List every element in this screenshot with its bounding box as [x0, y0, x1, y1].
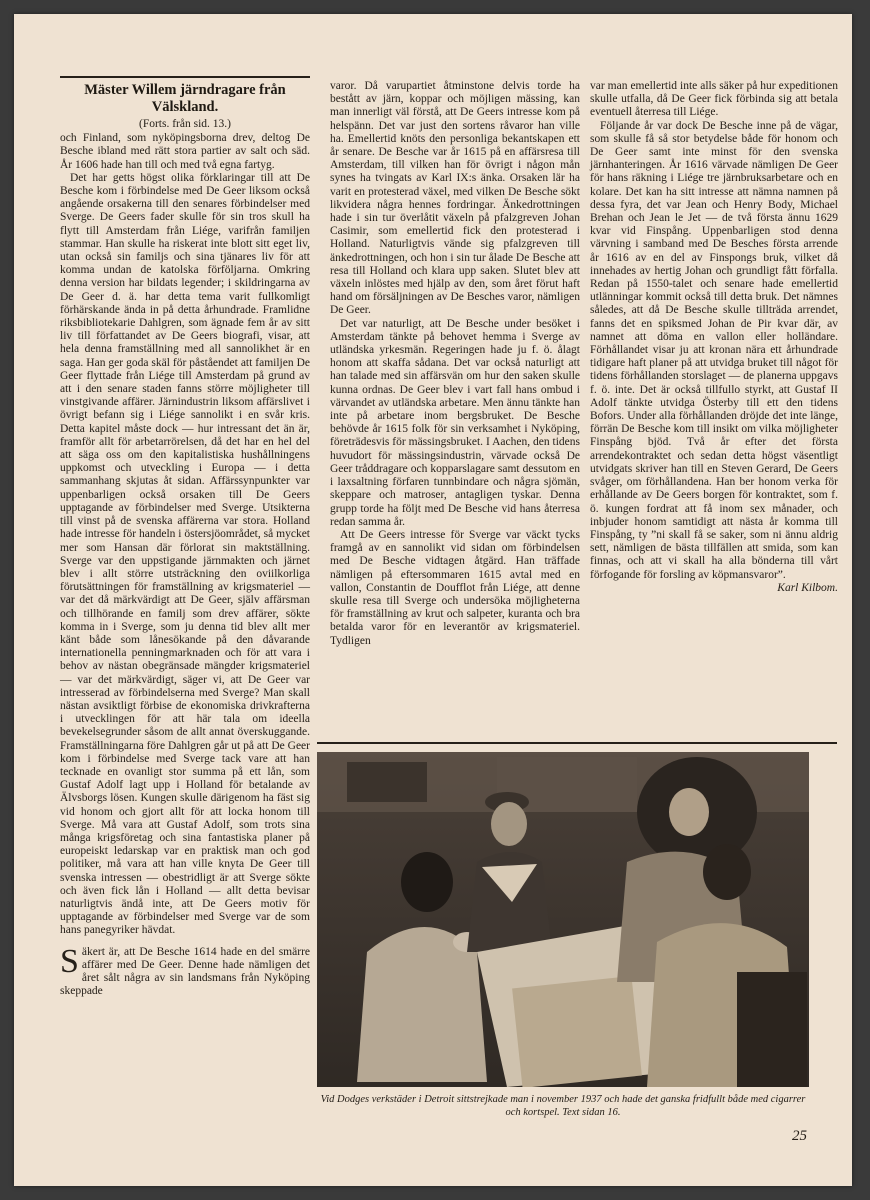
- paragraph: var man emellertid inte alls säker på hur expeditionen skulle utfalla, då De Geer fick förbinda sig att betala eventuell återresa till Liége.: [590, 80, 838, 119]
- article-column-1: [60, 82, 310, 998]
- paragraph: Det var naturligt, att De Besche under besöket i Amsterdam tänkte på behovet hemma i Sverge av utländska yrkesmän. Regeringen hade ju f. ö. ålagt honom att skaffa sådana. Det var också naturligt att han talade med sin affärsvän om hur den saken skulle kunna ordnas. De Geer blev i vart fall hans ombud i värvandet av utländska arbetare. Men ännu tänkte han inte på arbetare inom bergsbruket. De Besche behövde år 1615 folk för sin verksamhet i Nyköping, företrädesvis för mässingsbruket. I Aachen, den tidens huvudort för mässingsindustrin, värvade också De Geer tråddragare och kopparslagare samt dessutom en i laxsaltning förfaren tunnbindare och några sjömän, skeppare och matroser, antagligen tyskar. Denna grupp torde ha följt med De Besche vid hans återresa redan samma år.: [330, 317, 580, 528]
- article-column-2: [330, 80, 580, 648]
- paragraph: Följande år var dock De Besche inne på de vägar, som skulle få så stor betydelse både för honom och De Geer samt inte minst för den svenska järnhanteringen. År 1616 värvade nämligen De Geer för hans räkning i Liége tre järnbruksarbetare och en kolare. Det kan ha sitt intresse att nämna namnen på dessa fyra, det var Jean och Henry Body, Michael Brehan och Jean le Jet — de två första ännu 1629 kvar vid Finspång. Uppenbarligen stod denna värvning i samband med De Besches första arrende år 1616 av en del av Finspongs bruk, vilket då innehades av hertig Johan och grundligt fått förfalla. Redan på 1550-talet och senare hade emellertid utlänningar kommit också till detta bruk. Det nämnes således, att då De Besche skulle tillträda arrendet, fanns det en spiksmed Johan de Pir kvar där, av namnet att döma en vallon eller holländare. Förhållandet visar ju att kronan nära ett århundrade tidigare haft planer på att utvidga bruket till något för tidens förhållanden storslaget — de planerna uppgavs f. ö. inte. Det är också tillfullo styrkt, att Gustaf II Adolf tänkte utvidga Österby till ett den tidens Bofors. Under alla förhållanden dröjde det inte länge, förrän De Besche kom till insikt om vilka möjligheter Finspång bjöd. Två år efter det första arrendekontraktet och sedan detta högst väsentligt utvidgats skriver han till en Steven Gerard, De Geers svåger, om förhållandena. Han ber honom verka för erhållande av De Geers borgen för kontraktet, som f. ö. kungen fordrat att få inom sex månader, och inbjuder honom samtidigt att nästa år komma till Finspång, ty ”ni skall få se saker, som ni ännu aldrig sett, nämligen de bästa tillfällen att smida, som kan finnas, och att vi skall ha alla bönderna till vårt förfogande för forsling av köpmansvaror”.: [590, 119, 838, 581]
- paragraph: och Finland, som nyköpingsborna drev, deltog De Besche ibland med rätt stora partier av salt och säd. År 1606 hade han till och med två egna fartyg.: [60, 132, 310, 171]
- section-rule: [317, 742, 837, 744]
- continued-note: (Forts. från sid. 13.): [139, 118, 231, 130]
- paragraph: varor. Då varupartiet åtminstone delvis torde ha bestått av järn, koppar och möjligen mässing, kan man innerligt väl förstå, att De Geers intresse kom på helspänn. Det var just den sortens råvaror han ville ha. Emellertid knöts den personliga bekantskapen ett år senare. De Besche var år 1615 på en affärsresa till Amsterdam, till vilken han för övrigt i någon mån synes ha tvingats av Karl IX:s änka. Orsaken lär ha varit en protesterad växel, med vilken De Besche sökt likvidera några hennes fordringar. Änkedrottningen hade i sin tur överlåtit växeln på pfalzgreven Johan Casimir, som emellertid fick den protesterad i Holland. Naturligtvis vände sig pfalzgreven till änkedrottningen, och hon i sin tur ålade De Besche att resa till Holland och klara upp saken. Slutet blev att växeln inlöstes med hjälp av den, som året förut haft hand om försäljningen av De Besches varor, nämligen De Geer.: [330, 80, 580, 317]
- page-number: 25: [792, 1128, 807, 1144]
- article-title: Mäster Willem järndragare från Välskland.: [84, 82, 286, 115]
- news-photo: [317, 752, 809, 1087]
- card-players-photo-illustration: [317, 752, 809, 1087]
- magazine-page: [14, 14, 852, 1186]
- drop-cap: S: [60, 942, 79, 980]
- paragraph: Att De Geers intresse för Sverge var väckt tycks framgå av en sannolikt vid sidan om förbindelsen med De Besche vidtagen åtgärd. Han träffade nämligen på eftersommaren 1615 avtal med en vallon, Constantin de Doufflot från Liége, att denne skulle resa till Sverge och undersöka möjligheterna för framställning av krut och salpeter, kuranta och bra betalda varor för en leverantör av krigsmateriel. Tydligen: [330, 528, 580, 647]
- paragraph: Det har getts högst olika förklaringar till att De Besche kom i förbindelse med De Geer liksom också angående orsakerna till den senares förbindelser med Sverge. De Geers fader skulle för sin tros skull ha flytt till Amsterdam från Liége, varifrån familjen stammar. Han skulle ha riskerat inte blott sitt eget liv, utan också sin familjs och sina tjänares liv för att komma undan de katolska förföljarna. Omkring denna version har bildats legender; i skildringarna av De Geer d. ä. har detta tema varit fullkomligt förhärskande ända in på detta århundrade. Framlidne riksbibliotekarie Dahlgren, som ägnade fem år av sitt liv till författandet av De Geers biografi, visar, att hela denna framställning med all sannolikhet är en saga. Han ger goda skäl för påståendet att familjen De Geer flyttade från Liége till Amsterdam på grund av att i den senare staden fanns större möjligheter till vinstgivande affärer. Järnindustrin liksom affärslivet i övrigt befann sig i Liége sannolikt i en svår kris. Detta kapitel måste dock — hur intressant det än är, framför allt för arbetarrörelsen, då det har en hel del att säga oss om den kapitalistiska hushållningens uppkomst och utveckling i Europa — i detta sammanhang skjutas åt sidan. Affärssynpunkter var uppenbarligen också orsaken till De Geers upptagande av förbindelser med Sverge. Utsikterna till vinst på de svenska affärerna var stora. Holland hade intresse för handeln i östersjöområdet, så mycket mer som Hansan där förlorat sin maktställning. Sverge var den uppstigande järnmakten och järnet blev i allt större utsträckning den oviilkorliga förutsättningen för framställning av krigsmateriel — var det då märkvärdigt att De Geer, själv affärsman och tillhörande en familj som drev affärer, sökte komma in i Sverge, som ju denna tid blev allt mer känt både som lånesökande på den dåvarande internationella penningmarknaden och för att vara i behov av nästan obegränsade mängder krigsmateriel — var det märkvärdigt, säger vi, att De Geer var intresserad av förbindelserna med Sverge? Man skall nästan avsiktligt förbise de ekonomiska drivkrafterna i utvecklingen för att här tala om ideella bevekelsegrunder såsom de allt annat överskuggande. Framställningarna före Dahlgren går ut på att De Geer kom i förbindelse med Sverge tack vare att han tecknade en ovanligt stor summa på ett lån, som Gustaf Adolf lagt upp i Holland för betalande av Älvsborgs lösen. Kungen skulle därigenom ha fäst sig vid honom och gjort allt för att locka honom till Sverge. Må vara att Gustaf Adolf, som trots sina många krigsföretag och sina fantastiska planer på europeiskt ledarskap var en praktisk man och god politiker, må vara att han ville knyta De Geer till svenska intressen — obestridligt är att Sverge sökte och även fick lån i Holland — allt detta bevisar naturligtvis ändå inte, att De Geers motiv för upptagande av förbindelser med Sverge var de som hans panegyriker hävdat.: [60, 171, 310, 937]
- photo-caption: Vid Dodges verkstäder i Detroit sittstrejkade man i november 1937 och hade det ganska fridfullt både med cigarrer och kortspel. Text sidan 16.: [320, 1094, 806, 1118]
- paragraph: Säkert är, att De Besche 1614 hade en del smärre affärer med De Geer. Denne hade nämligen det året sålt några av sin landsmans från Nyköping skeppade: [60, 942, 310, 998]
- author-signature: Karl Kilbom.: [777, 581, 838, 594]
- title-rule-top: [60, 76, 310, 78]
- article-column-3: [590, 80, 838, 595]
